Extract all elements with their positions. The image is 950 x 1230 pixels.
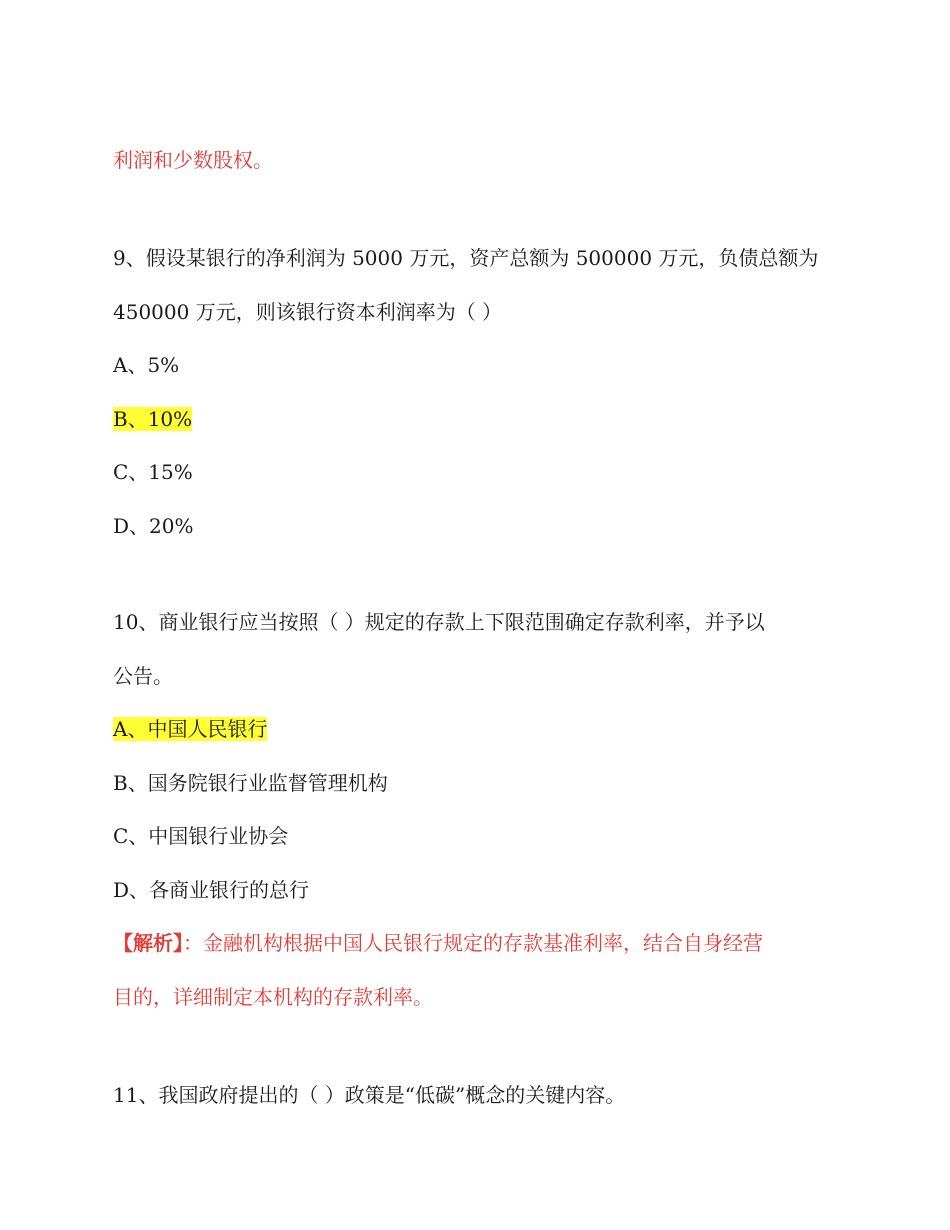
question-9-stem-line-2: 450000 万元，则该银行资本利润率为（ ） xyxy=(113,300,503,324)
question-9-option-a: A、5% xyxy=(113,353,180,377)
question-10-option-c: C、中国银行业协会 xyxy=(113,824,289,848)
question-9-option-b xyxy=(113,407,192,431)
question-9-stem-line-1: 9、假设某银行的净利润为 5000 万元，资产总额为 500000 万元，负债总额为 xyxy=(113,246,819,270)
question-10-option-b: B、国务院银行业监督管理机构 xyxy=(113,771,388,795)
question-10-analysis-line-1: 【解析】：金融机构根据中国人民银行规定的存款基准利率，结合自身经营 xyxy=(113,931,763,955)
answer-highlight: A、中国人民银行 xyxy=(113,717,268,741)
question-10-option-a xyxy=(113,717,267,741)
question-10-option-d: D、各商业银行的总行 xyxy=(113,878,310,902)
question-9-option-c: C、15% xyxy=(113,460,193,484)
question-10-stem-line-2: 公告。 xyxy=(113,664,173,688)
question-10-stem-line-1: 10、商业银行应当按照（ ）规定的存款上下限范围确定存款利率，并予以 xyxy=(113,610,765,634)
question-11-stem-line-1: 11、我国政府提出的（ ）政策是“低碳”概念的关键内容。 xyxy=(113,1083,626,1107)
question-10-analysis-line-2: 目的，详细制定本机构的存款利率。 xyxy=(113,985,433,1009)
question-9-option-d: D、20% xyxy=(113,514,194,538)
previous-analysis-tail: 利润和少数股权。 xyxy=(113,148,273,172)
analysis-tag: 【解析】 xyxy=(113,931,183,955)
answer-highlight: B、10% xyxy=(113,407,193,431)
